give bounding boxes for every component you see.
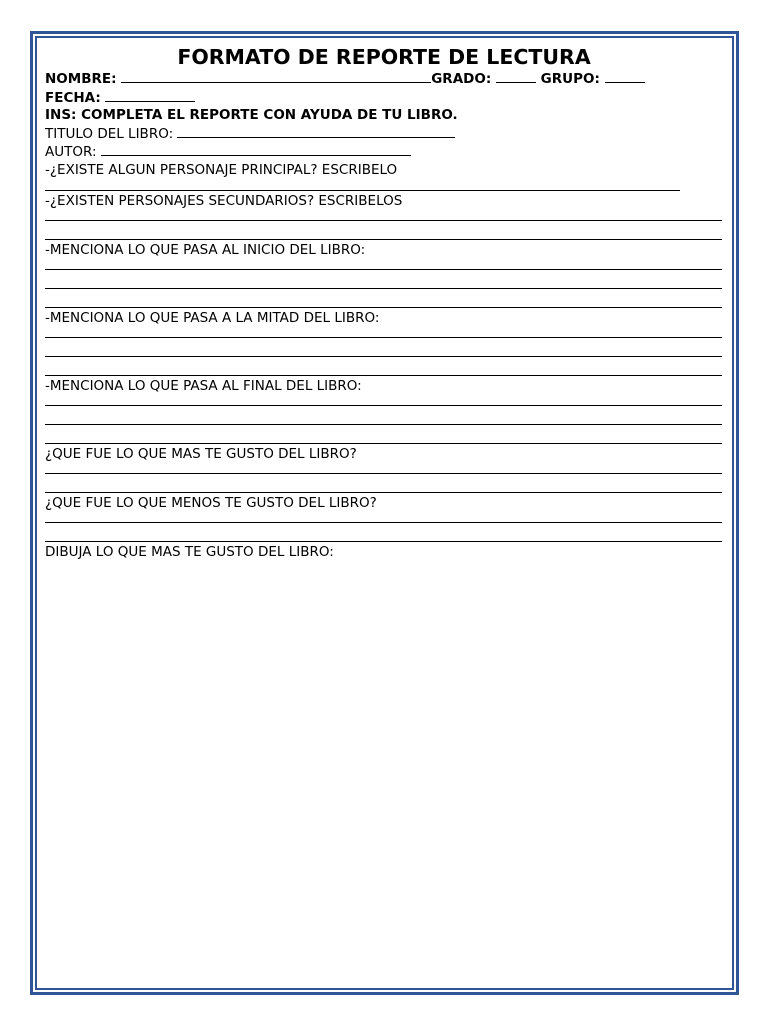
question-mas-gusto: ¿QUE FUE LO QUE MAS TE GUSTO DEL LIBRO? [45, 445, 357, 462]
report-form [45, 44, 723, 951]
answer-line[interactable] [45, 221, 722, 240]
question-menos-gusto: ¿QUE FUE LO QUE MENOS TE GUSTO DEL LIBRO? [45, 494, 377, 511]
answer-line[interactable] [45, 259, 722, 270]
answer-line[interactable] [45, 179, 680, 191]
grupo-field[interactable] [605, 70, 645, 83]
question-mitad: -MENCIONA LO QUE PASA A LA MITAD DEL LIBRO: [45, 309, 380, 326]
answer-line[interactable] [45, 210, 722, 221]
titulo-label: TITULO DEL LIBRO: [45, 125, 174, 142]
answer-line[interactable] [45, 406, 722, 425]
answer-line[interactable] [45, 425, 722, 444]
question-dibuja: DIBUJA LO QUE MAS TE GUSTO DEL LIBRO: [45, 543, 334, 560]
nombre-field[interactable] [121, 70, 431, 83]
answer-line[interactable] [45, 338, 722, 357]
drawing-area[interactable] [45, 561, 723, 951]
answer-line[interactable] [45, 289, 722, 308]
nombre-label: NOMBRE: [45, 71, 117, 87]
autor-label: AUTOR: [45, 144, 97, 160]
fecha-label: FECHA: [45, 89, 101, 106]
autor-row [45, 143, 723, 162]
answer-line[interactable] [45, 395, 722, 406]
instructions: INS: COMPLETA EL REPORTE CON AYUDA DE TU LIBRO. [45, 107, 458, 123]
titulo-field[interactable] [177, 125, 455, 138]
page-title: FORMATO DE REPORTE DE LECTURA [177, 45, 591, 69]
answer-line[interactable] [45, 270, 722, 289]
fecha-field[interactable] [105, 89, 195, 102]
answer-line[interactable] [45, 512, 722, 523]
grupo-label: GRUPO: [540, 71, 600, 87]
answer-line[interactable] [45, 463, 722, 474]
question-final: -MENCIONA LO QUE PASA AL FINAL DEL LIBRO: [45, 377, 362, 394]
grado-label: GRADO: [431, 71, 492, 87]
fecha-row [45, 89, 723, 108]
question-personajes-secundarios: -¿EXISTEN PERSONAJES SECUNDARIOS? ESCRIBELOS [45, 192, 403, 209]
question-personaje-principal: -¿EXISTE ALGUN PERSONAJE PRINCIPAL? ESCRIBELO [45, 161, 398, 178]
answer-line[interactable] [45, 327, 722, 338]
answer-line[interactable] [45, 523, 722, 542]
nombre-row [45, 70, 723, 89]
answer-line[interactable] [45, 357, 722, 376]
titulo-row [45, 125, 723, 144]
answer-line[interactable] [45, 474, 722, 493]
grado-field[interactable] [496, 70, 536, 83]
question-inicio: -MENCIONA LO QUE PASA AL INICIO DEL LIBRO: [45, 241, 366, 258]
autor-field[interactable] [101, 143, 411, 156]
